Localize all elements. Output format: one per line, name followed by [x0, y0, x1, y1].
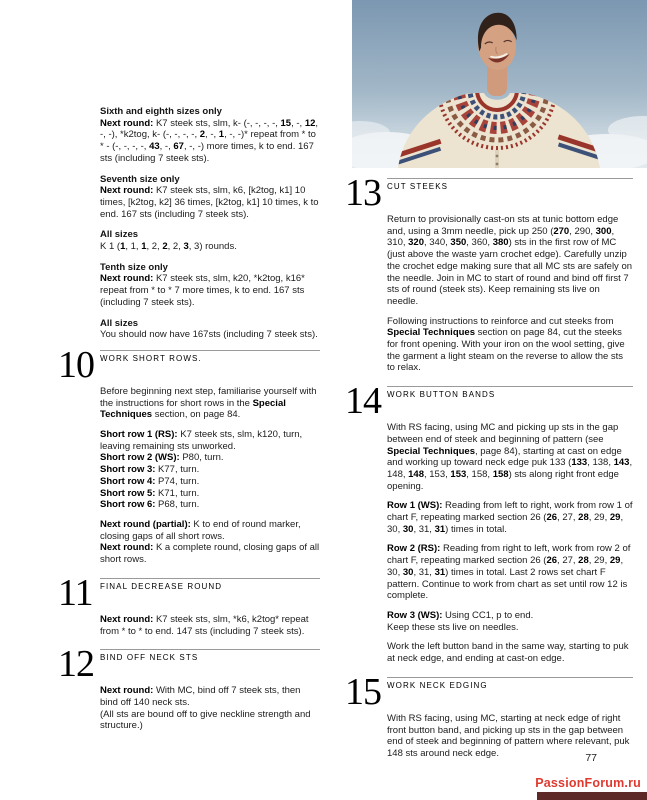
- size-heading: All sizes: [100, 229, 139, 241]
- button-placket: [496, 150, 499, 168]
- photo-illustration: [352, 0, 647, 168]
- instruction-text: With RS facing, using MC and picking up sts in the gap between end of steek and beginning of pattern (see Special Techniques, page 84), starting at cast on edge and working up toward neck edge puk 133 (133, 138, 143, 148, 148, 153, 153, 158, 158) sts along right front edge opening.: [387, 422, 633, 492]
- section-number: 10: [58, 343, 94, 386]
- size-heading: Sixth and eighth sizes only: [100, 106, 222, 117]
- instruction-text: Row 3 (WS): Using CC1, p to end. Keep these sts live on needles.: [387, 609, 534, 633]
- size-note-block: [100, 229, 320, 252]
- instruction-text: Next round: K7 steek sts, slm, k6, [k2tog, k1] 10 times, [k2tog, k2] 36 times, [k2tog, k1] 10 times, k to end. 167 sts (including 7 steek sts).: [100, 185, 319, 220]
- section-number: 11: [58, 571, 93, 614]
- column-left: [58, 106, 320, 744]
- instruction-text: Work the left button band in the same way, starting to puk at neck edge, and ending at cast-on edge.: [387, 641, 629, 665]
- section-number: 15: [345, 670, 381, 713]
- section-12-bind-off-neck-sts: [58, 643, 320, 732]
- instruction-text: Next round: K7 steek sts, slm, k20, *k2tog, k16* repeat from * to * 7 more times, k to end. 167 sts (including 7 steek sts).: [100, 273, 305, 308]
- instruction-text: Row 1 (WS): Reading from left to right, work from row 1 of chart F, repeating marked section 26 (26, 27, 28, 29, 29, 30, 30, 31, 31) times in total.: [387, 500, 633, 535]
- instruction-text: Following instructions to reinforce and cut steeks from Special Techniques section on page 84, cut the steeks for front opening. With your iron on the wool setting, give the garment a light steam on the reverse to allow the sts to relax.: [387, 315, 625, 374]
- section-15-work-neck-edging: [345, 670, 633, 760]
- instruction-text: Next round: K7 steek sts, slm, *k6, k2tog* repeat from * to * to end. 147 sts (including 7 steek sts).: [100, 613, 309, 637]
- instruction-text: With RS facing, using MC, starting at neck edge of right front button band, and picking up sts in the gap between end of steek and beginning of pattern where relevant, puk 148 sts around neck edge.: [387, 712, 630, 759]
- instruction-text: Next round: K7 steek sts, slm, k- (-, -, -, -, 15, -, 12, -, -), *k2tog, k- (-, -, -, -, 2, -, 1, -, -)* repeat from * to * - (-, -, -, -, 43, -, 67, -, -) more times, k to end. 167 sts (including 7 steek sts).: [100, 117, 319, 164]
- instruction-text: Next round: With MC, bind off 7 steek sts, then bind off 140 neck sts. (All sts are bound off to give neckline strength and structure.): [100, 685, 311, 732]
- instruction-text: Before beginning next step, familiarise yourself with the instructions for short rows in the Special Techniques section, on page 84.: [100, 385, 317, 421]
- size-note-block: [100, 174, 320, 221]
- section-title: BIND OFF NECK STS: [100, 653, 199, 663]
- size-note-block: [100, 106, 320, 165]
- column-right: [345, 172, 633, 772]
- size-note-block: [100, 318, 320, 341]
- instruction-text: Short row 1 (RS): K7 steek sts, slm, k120, turn, leaving remaining sts unworked. Short row 2 (WS): P80, turn. Short row 3: K77, turn. Short row 4: P74, turn. Short row 5: K71, turn. Short row 6: P68, turn.: [100, 429, 303, 511]
- section-rule: [387, 178, 633, 191]
- section-13-cut-steeks: [345, 172, 633, 374]
- section-rule: [100, 649, 320, 662]
- section-rule: [100, 350, 320, 363]
- section-10-work-short-rows: [58, 343, 320, 566]
- instruction-text: Next round (partial): K to end of round marker, closing gaps of all short rows. Next round: K a complete round, closing gaps of all short rows.: [100, 518, 320, 566]
- instruction-text: Row 2 (RS): Reading from right to left, work from row 2 of chart F, repeating marked section 26 (26, 27, 28, 29, 29, 30, 30, 31, 31) times in total. Last 2 rows set chart F pattern. Continue to work from chart as set until row 12 is complete.: [387, 543, 631, 602]
- section-title: WORK NECK EDGING: [387, 680, 488, 690]
- section-title: CUT STEEKS: [387, 182, 449, 191]
- size-heading: All sizes: [100, 317, 139, 329]
- section-title: WORK SHORT ROWS.: [100, 353, 202, 363]
- size-heading: Tenth size only: [100, 261, 168, 273]
- section-number: 13: [345, 172, 381, 214]
- section-rule: [387, 386, 633, 399]
- size-heading: Seventh size only: [100, 173, 180, 185]
- section-14-work-button-bands: [345, 380, 633, 665]
- watermark-bar: [537, 792, 647, 800]
- page-number: 77: [585, 752, 597, 764]
- section-number: 14: [345, 380, 381, 423]
- size-note-block: [100, 262, 320, 309]
- instruction-text: You should now have 167sts (including 7 steek sts).: [100, 329, 318, 341]
- section-rule: [387, 677, 633, 690]
- watermark-passionforum: PassionForum.ru: [535, 776, 641, 790]
- section-number: 12: [58, 643, 94, 686]
- instruction-text: Return to provisionally cast-on sts at tunic bottom edge and, using a 3mm needle, pick up 250 (270, 290, 300, 310, 320, 340, 350, 360, 380) sts in the first row of MC (just above the waste yarn crochet edge). Carefully unzip the crochet edge making sure that all MC sts are safely on the needle. Join in MC to start of round and bind off first 7 sts of round (steek sts). Keep remaining sts live on needle.: [387, 214, 633, 307]
- section-11-final-decrease-round: [58, 571, 320, 637]
- instruction-text: K 1 (1, 1, 1, 2, 2, 2, 3, 3) rounds.: [100, 241, 237, 253]
- section-rule: [100, 578, 320, 591]
- section-title: WORK BUTTON BANDS: [387, 390, 496, 400]
- section-title: FINAL DECREASE ROUND: [100, 581, 223, 591]
- photo-woman-in-colorwork-yoke-cardigan: [352, 0, 647, 168]
